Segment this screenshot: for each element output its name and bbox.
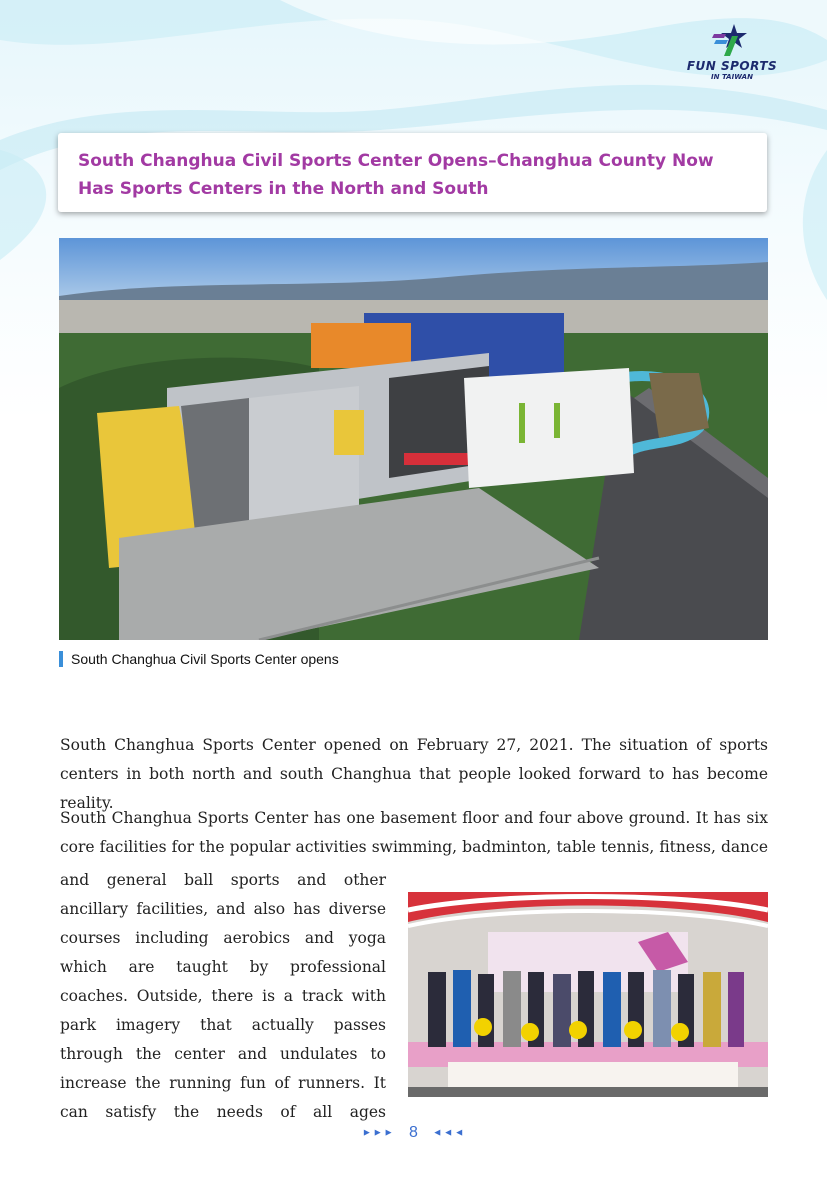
page-number: 8	[409, 1124, 418, 1141]
body-paragraph-1: South Changhua Sports Center opened on February 27, 2021. The situation of sports centers in both north and south Changhua that people looked forward to has become reality.	[60, 736, 768, 812]
page-footer	[0, 1124, 827, 1142]
article-title-line-1: South Changhua Civil Sports Center Opens–Changhua County Now	[78, 151, 714, 171]
opening-ceremony-photo	[408, 892, 768, 1097]
body-paragraph-2-top: South Changhua Sports Center has one basement floor and four above ground. It has six core facilities for the popular activities swimming, badminton, table tennis, fitness, dance	[60, 809, 768, 856]
caption-text: South Changhua Civil Sports Center opens	[71, 651, 339, 667]
logo-subtitle: IN TAIWAN	[711, 73, 753, 81]
article-title-line-2: Has Sports Centers in the North and South	[78, 179, 489, 199]
photo-caption	[59, 650, 339, 668]
body-paragraph-2-column: and general ball sports and other ancillary facilities, and also has diverse courses including aerobics and yoga which are taught by professional coaches. Outside, there is a track with park imagery that actually passes through the center and undulates to increase the running fun of runners. It can satisfy the needs of all ages	[60, 871, 386, 1121]
footer-right-arrows: ◄◄◄	[432, 1127, 466, 1139]
sports-center-aerial-photo	[59, 238, 768, 640]
runner-star-icon	[712, 22, 752, 58]
footer-left-arrows: ►►►	[361, 1127, 395, 1139]
article-title-box	[58, 133, 767, 212]
caption-marker	[59, 651, 63, 667]
logo-title: FUN SPORTS	[686, 59, 778, 73]
fun-sports-logo	[682, 22, 782, 92]
